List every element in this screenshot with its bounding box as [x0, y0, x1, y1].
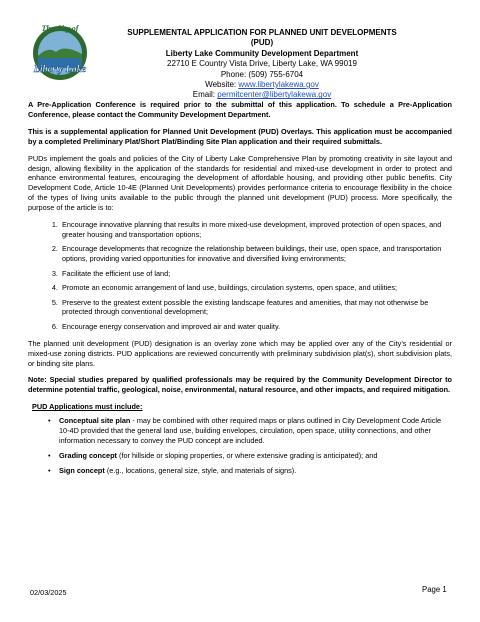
list-item: 1. Encourage innovative planning that results in more mixed-use development, improved protection of open spaces, and greater housing and transportation options; [60, 220, 452, 240]
requirements-list [28, 416, 452, 476]
list-item: 4. Promote an economic arrangement of land use, buildings, circulation systems, open space, and utilities; [60, 283, 452, 293]
bullet-icon: • [48, 416, 51, 426]
requirement-text: (for hillside or sloping properties, or where extensive grading is anticipated); and [116, 450, 378, 460]
special-studies-note: Note: Special studies prepared by qualified professionals may be required by the Community Development Director to determine potential traffic, geological, noise, environmental, natural resource, and other impacts, and required mitigation. [28, 375, 452, 395]
intro-paragraph: PUDs implement the goals and policies of the City of Liberty Lake Comprehensive Plan by promoting creativity in site layout and design, allowing flexibility in the application of the standards for residential and mixed-use development in order to protect and enhance environmental features, encouraging the development of affordable housing, and providing other public benefits. City Development Code, Article 10-4E (Planned Unit Developments) provides performance criteria to encourage flexibility in the choice of the types of living units available to the public through the planned unit development (PUD) process. More specifically, the purpose of the article is to: [28, 153, 452, 213]
bullet-icon: • [48, 465, 51, 475]
list-item [48, 450, 452, 461]
supplemental-notice: This is a supplemental application for Planned Unit Development (PUD) Overlays. This application must be accompanied by a completed Preliminary Plat/Short Plat/Binding Site Plan application and their required submittals. [28, 126, 452, 146]
email-label: Email: [192, 90, 218, 100]
bullet-icon: • [48, 450, 51, 460]
department-address: 22710 E Country Vista Drive, Liberty Lake, WA 99019 [167, 59, 357, 69]
requirement-term: Conceptual site plan [59, 416, 131, 426]
requirement-term: Grading concept [59, 450, 117, 460]
list-item: 5. Preserve to the greatest extent possible the existing landscape features and amenities, that may not otherwise be protected through conventional development; [60, 298, 452, 318]
list-item: 3. Facilitate the efficient use of land; [60, 269, 452, 279]
overlay-paragraph: The planned unit development (PUD) designation is an overlay zone which may be applied over any of the City’s residential or mixed-use zoning districts. PUD applications are reviewed concurrently with preliminary subdivision plat(s), short subdivision plats, or binding site plans. [28, 338, 452, 368]
title-line-1: SUPPLEMENTAL APPLICATION FOR PLANNED UNIT DEVELOPMENTS [127, 28, 397, 37]
requirement-text: (e.g., locations, general size, style, and materials of signs). [104, 465, 297, 475]
city-logo [28, 20, 92, 84]
logo-bottom-text: Liberty Lake [33, 64, 87, 75]
website-label: Website: [205, 80, 239, 90]
website-link[interactable]: www.libertylakewa.gov [238, 80, 319, 90]
document-header [96, 28, 428, 101]
email-link[interactable]: permitcenter@libertylakewa.gov [217, 90, 332, 100]
website-line [96, 80, 428, 90]
document-body [28, 100, 452, 481]
pre-application-notice: A Pre-Application Conference is required prior to the submittal of this application. To schedule a Pre-Application Conference, please contact the Community Development Department. [28, 100, 452, 119]
footer-date: 02/03/2025 [30, 588, 67, 597]
list-item [48, 465, 452, 476]
requirement-text: - may be combined with other required maps or plans outlined in City Development Code Article 10-4D provided that the general land use, building envelopes, circulation, open space, utility connections, and other information necessary to convey the PUD concept are included. [59, 416, 442, 445]
page-number: Page 1 [422, 585, 447, 594]
list-item: 2. Encourage developments that recognize the relationship between buildings, their use, open space, and transportation options, providing varied opportunities for innovative and diversified living environments; [60, 244, 452, 264]
title-line-2: (PUD) [250, 38, 274, 48]
purpose-list [28, 220, 452, 332]
requirement-term: Sign concept [59, 465, 105, 475]
logo-top-text: The City of [41, 24, 79, 33]
department-phone: Phone: (509) 755-6704 [220, 69, 304, 79]
department-name: Liberty Lake Community Development Department [165, 48, 359, 58]
must-include-heading: PUD Applications must include: [32, 402, 143, 412]
list-item: 6. Encourage energy conservation and improved air and water quality. [60, 322, 452, 332]
list-item [48, 416, 452, 446]
